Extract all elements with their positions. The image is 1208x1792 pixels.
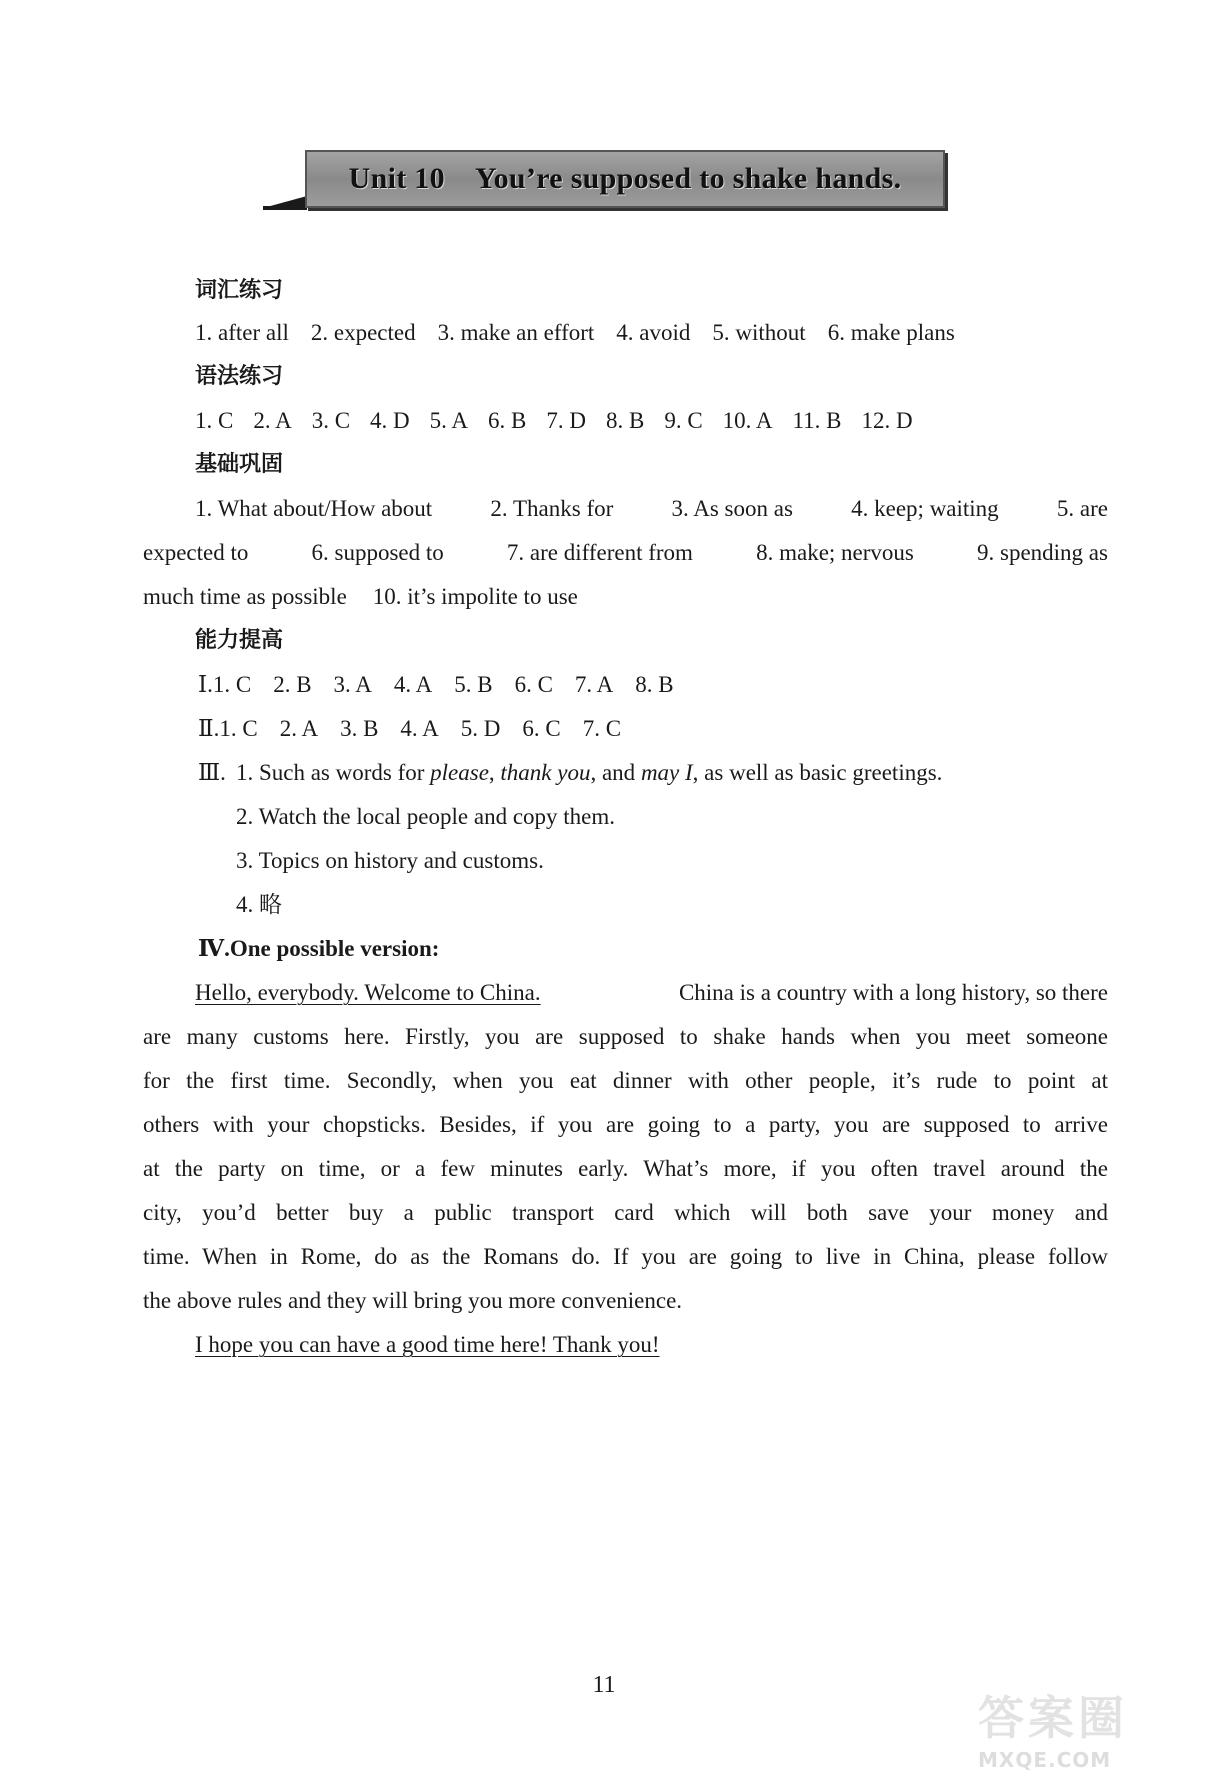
unit-banner (305, 150, 945, 208)
essay-text: China is a country with a long history, so there (678, 980, 1108, 1005)
part2-item: 1. C (219, 716, 258, 741)
essay-line-7: time. When in Rome, do as the Romans do. If you are going to live in China, please follow (143, 1244, 1108, 1269)
italic-phrase: thank you (500, 760, 591, 785)
part2-item: 3. B (340, 716, 379, 741)
basics-item: 6. supposed to (311, 540, 444, 565)
part2-item: 6. C (522, 716, 561, 741)
version-title: One possible version: (229, 936, 440, 961)
part-label: Ⅱ. (198, 716, 220, 741)
grammar-item: 9. C (664, 408, 703, 433)
basics-item: 3. As soon as (671, 496, 793, 521)
grammar-item: 4. D (370, 408, 410, 433)
grammar-item: 5. A (429, 408, 468, 433)
vocab-item: 3. make an effort (437, 320, 595, 345)
answer-text: , (488, 760, 501, 785)
grammar-item: 11. B (792, 408, 842, 433)
part-label: Ⅰ. (198, 672, 213, 697)
watermark-logo: 答案圈 (978, 1691, 1128, 1745)
basics-item: much time as possible (143, 584, 347, 609)
basics-item: 5. are (1056, 496, 1108, 521)
answer-text: 1. Such as words for (235, 760, 431, 785)
grammar-item: 8. B (605, 408, 645, 433)
basics-item: 9. spending as (977, 540, 1108, 565)
part1-item: 4. A (393, 672, 433, 697)
grammar-item: 2. A (253, 408, 292, 433)
part-4-heading (198, 934, 439, 964)
part-2-answers (198, 714, 621, 744)
essay-opening: Hello, everybody. Welcome to China. (195, 980, 541, 1005)
grammar-heading: 语法练习 (195, 364, 284, 389)
essay-line-8: the above rules and they will bring you more convenience. (143, 1288, 683, 1313)
grammar-answers (195, 406, 913, 436)
grammar-item: 7. D (546, 408, 586, 433)
part2-item: 2. A (279, 716, 319, 741)
essay-closing: I hope you can have a good time here! Thank you! (195, 1332, 660, 1357)
part1-item: 7. A (574, 672, 614, 697)
grammar-item: 6. B (488, 408, 527, 433)
basics-line-3 (143, 582, 578, 612)
vocab-item: 2. expected (310, 320, 416, 345)
part1-item: 3. A (333, 672, 372, 697)
part-label: Ⅳ. (198, 936, 230, 961)
part-3-answer-1 (198, 758, 942, 788)
vocab-item: 5. without (712, 320, 806, 345)
part1-item: 2. B (273, 672, 312, 697)
answer-text: , as well as basic greetings. (692, 760, 943, 785)
part-3-answer-4: 4. 略 (236, 892, 282, 917)
basics-line-1 (195, 494, 1108, 524)
watermark-url: MXQE.COM (978, 1748, 1112, 1772)
part2-item: 7. C (582, 716, 622, 741)
part1-item: 6. C (514, 672, 553, 697)
essay-line-2: are many customs here. Firstly, you are supposed to shake hands when you meet someone (143, 1024, 1108, 1049)
part1-item: 1. C (212, 672, 252, 697)
essay-line-1 (195, 978, 1108, 1008)
part2-item: 5. D (460, 716, 501, 741)
answer-text: , and (590, 760, 641, 785)
part1-item: 8. B (635, 672, 674, 697)
part-1-answers (198, 670, 674, 700)
vocab-item: 1. after all (195, 320, 289, 345)
basics-item: 7. are different from (506, 540, 693, 565)
banner-wedge-bar (263, 206, 307, 210)
basics-item: 8. make; nervous (756, 540, 914, 565)
watermark (978, 1682, 1178, 1772)
ability-heading: 能力提高 (195, 628, 284, 653)
basics-item: 10. it’s impolite to use (372, 584, 578, 609)
part1-item: 5. B (454, 672, 493, 697)
vocab-answers (195, 318, 955, 348)
basics-item: 2. Thanks for (490, 496, 614, 521)
grammar-item: 12. D (861, 408, 913, 433)
italic-phrase: please (430, 760, 489, 785)
basics-item: expected to (143, 540, 249, 565)
grammar-item: 1. C (195, 408, 234, 433)
part2-item: 4. A (400, 716, 439, 741)
essay-line-6: city, you’d better buy a public transport card which will both save your money and (143, 1200, 1108, 1225)
grammar-item: 10. A (722, 408, 773, 433)
part-3-answer-2: 2. Watch the local people and copy them. (236, 804, 616, 829)
grammar-item: 3. C (311, 408, 351, 433)
basics-line-2 (143, 538, 1108, 568)
basics-item: 4. keep; waiting (851, 496, 999, 521)
basics-item: 1. What about/How about (195, 496, 433, 521)
part-3-answer-3: 3. Topics on history and customs. (236, 848, 544, 873)
part-label: Ⅲ. (198, 760, 226, 785)
page-number: 11 (592, 1672, 616, 1698)
basics-heading: 基础巩固 (195, 452, 284, 477)
vocab-item: 4. avoid (616, 320, 691, 345)
vocab-item: 6. make plans (827, 320, 955, 345)
essay-line-4: others with your chopsticks. Besides, if you are going to a party, you are supposed to arrive (143, 1112, 1108, 1137)
vocab-heading: 词汇练习 (195, 278, 284, 303)
italic-phrase: may I (640, 760, 693, 785)
essay-line-3: for the first time. Secondly, when you eat dinner with other people, it’s rude to point at (143, 1068, 1108, 1093)
unit-title: Unit 10 You’re supposed to shake hands. (348, 162, 902, 195)
essay-line-5: at the party on time, or a few minutes early. What’s more, if you often travel around the (143, 1156, 1108, 1181)
